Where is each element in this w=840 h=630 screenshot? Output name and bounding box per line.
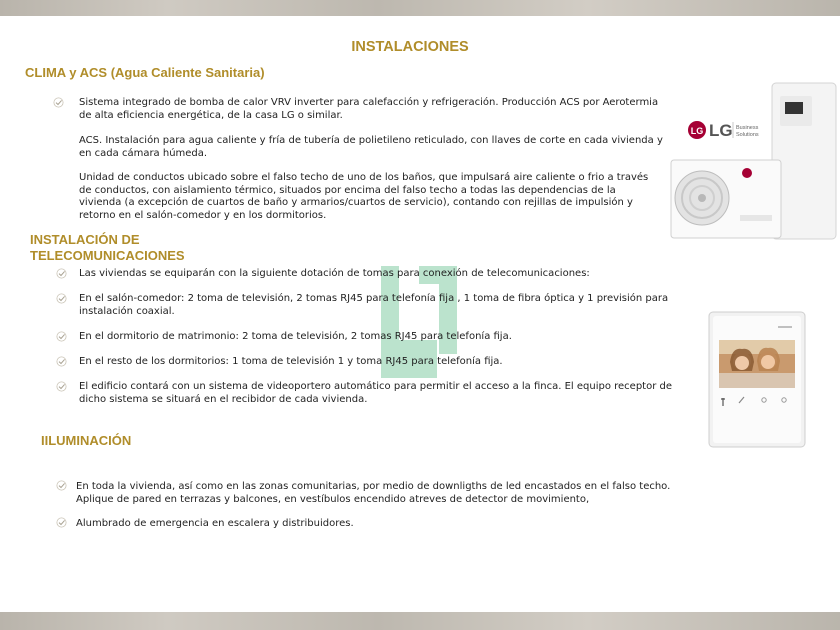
clima-p3-line-2: de conductos, con aislamiento térmico, situados por encima del falso techo a todas las dependencias de la xyxy=(79,184,616,196)
checkmark-icon xyxy=(56,356,67,367)
checkmark-icon xyxy=(53,97,64,108)
bottom-texture-band xyxy=(0,612,840,630)
iluminacion-item-2 xyxy=(76,518,354,531)
checkmark-icon xyxy=(56,268,67,279)
telecom-heading-line-1: INSTALACIÓN DE xyxy=(30,232,140,247)
telecom-i4-line-1: En el resto de los dormitorios: 1 toma de televisión 1 y toma RJ45 para telefonía fija. xyxy=(79,356,503,367)
telecom-item-4 xyxy=(79,356,503,369)
telecom-item-5 xyxy=(79,381,672,406)
ilum-i1-line-2: Aplique de pared en terrazas y balcones, en vestíbulos encendido atreves de detector de movimiento, xyxy=(76,493,590,505)
video-intercom-image xyxy=(708,311,806,448)
telecom-i2-line-2: instalación coaxial. xyxy=(79,305,175,317)
telecom-i5-line-2: dicho sistema se situará en el recibidor de cada vivienda. xyxy=(79,393,368,405)
ilum-i2-line-1: Alumbrado de emergencia en escalera y distribuidores. xyxy=(76,518,354,529)
lg-heat-pump-image xyxy=(668,80,840,242)
clima-p1-line-1: Sistema integrado de bomba de calor VRV inverter para calefacción y refrigeración. Producción ACS por Aerotermia xyxy=(79,97,659,108)
checkmark-icon xyxy=(56,331,67,342)
telecom-i1-line-1: Las viviendas se equiparán con la siguiente dotación de tomas para conexión de telecomunicaciones: xyxy=(79,268,590,279)
telecom-item-3 xyxy=(79,331,512,344)
telecom-i3-line-1: En el dormitorio de matrimonio: 2 toma de televisión, 2 tomas RJ45 para telefonía fija. xyxy=(79,331,512,342)
checkmark-icon xyxy=(56,480,67,491)
clima-p3-line-4: retorno en el salón-comedor y en los dormitorios. xyxy=(79,209,327,221)
iluminacion-item-1 xyxy=(76,481,670,506)
checkmark-icon xyxy=(56,517,67,528)
checkmark-icon xyxy=(56,293,67,304)
clima-p2-line-2: en cada cámara húmeda. xyxy=(79,147,208,159)
clima-heading: CLIMA y ACS (Agua Caliente Sanitaria) xyxy=(25,65,265,80)
telecom-heading-line-2: TELECOMUNICACIONES xyxy=(30,248,185,263)
top-texture-band xyxy=(0,0,840,16)
clima-paragraph-2 xyxy=(79,135,663,160)
iluminacion-heading: IILUMINACIÓN xyxy=(41,433,132,448)
lg-icon-letter: LG xyxy=(690,126,704,136)
page-title: INSTALACIONES xyxy=(351,39,469,55)
clima-p3-line-1: Unidad de conductos ubicado sobre el falso techo de uno de los baños, que impulsará aire caliente o frio a través xyxy=(79,172,649,183)
clima-paragraph-3 xyxy=(79,172,648,222)
clima-p3-line-3: vivienda (a excepción de cuartos de baño y armarios/cuartos de servicio), contando con rejillas de impulsión y xyxy=(79,197,633,209)
lg-tagline-1: Business xyxy=(736,125,759,131)
clima-paragraph-1 xyxy=(79,97,658,122)
checkmark-icon xyxy=(56,381,67,392)
telecom-heading xyxy=(30,232,185,264)
clima-p1-line-2: de alta eficiencia energética, de la casa LG o similar. xyxy=(79,109,343,121)
ilum-i1-line-1: En toda la vivienda, así como en las zonas comunitarias, por medio de downligths de led encastados en el falso techo. xyxy=(76,481,671,492)
lg-tagline-2: Solutions xyxy=(736,132,759,138)
lg-brand-text: LG xyxy=(709,121,733,140)
telecom-item-2 xyxy=(79,293,668,318)
clima-p2-line-1: ACS. Instalación para agua caliente y fría de tubería de polietileno reticulado, con llaves de corte en cada vivienda y xyxy=(79,135,663,146)
telecom-i5-line-1: El edificio contará con un sistema de videoportero automático para permitir el acceso a la finca. El equipo receptor de xyxy=(79,381,673,392)
telecom-i2-line-1: En el salón-comedor: 2 toma de televisión, 2 tomas RJ45 para telefonía fija , 1 toma de fibra óptica y 1 previsión para xyxy=(79,293,669,304)
telecom-item-1 xyxy=(79,268,590,281)
